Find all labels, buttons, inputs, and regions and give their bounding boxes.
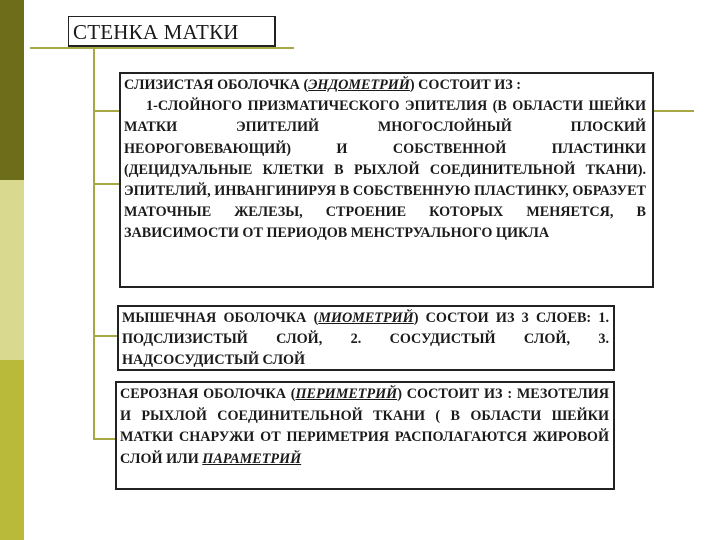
right-decorative-line [654, 110, 694, 112]
myometrium-block [117, 305, 615, 371]
tree-trunk-line [93, 47, 95, 440]
branch-line-1 [93, 110, 119, 112]
slide-title: СТЕНКА МАТКИ [68, 16, 276, 47]
bar-segment-light [0, 180, 24, 360]
endometrium-body: 1-СЛОЙНОГО ПРИЗМАТИЧЕСКОГО ЭПИТЕЛИЯ (В ОБЛАСТИ ШЕЙКИ МАТКИ ЭПИТЕЛИЙ МНОГОСЛОЙНЫЙ ПЛОСКИЙ НЕОРОГОВЕВАЮЩИЙ) И СОБСТВЕННОЙ ПЛАСТИНКИ (ДЕЦИДУАЛЬНЫЕ КЛЕТКИ В РЫХЛОЙ СОЕДИНИТЕЛЬНОЙ ТКАНИ). ЭПИТЕЛИЙ, ИНВАНГИНИРУЯ В СОБСТВЕННУЮ ПЛАСТИНКУ, ОБРАЗУЕТ МАТОЧНЫЕ ЖЕЛЕЗЫ, СТРОЕНИЕ КОТОРЫХ МЕНЯЕТСЯ, В ЗАВИСИМОСТИ ОТ ПЕРИОДОВ МЕНСТРУАЛЬНОГО ЦИКЛА [124, 98, 646, 242]
perimetrium-block [115, 381, 615, 490]
endometrium-block [119, 72, 654, 288]
perimetrium-middle: ) СОСТОИТ ИЗ : МЕЗОТЕЛИЯ И РЫХЛОЙ СОЕДИНИТЕЛЬНОЙ ТКАНИ ( В ОБЛАСТИ ШЕЙКИ МАТКИ СНАРУЖИ ОТ ПЕРИМЕТРИЯ РАСПОЛАГАЮТСЯ ЖИРОВОЙ СЛОЙ ИЛИ [120, 386, 609, 467]
bar-segment-dark [0, 0, 24, 180]
myometrium-term: МИОМЕТРИЙ [318, 310, 414, 326]
left-decorative-bar [0, 0, 24, 540]
branch-line-3 [93, 335, 117, 337]
endometrium-term: ЭНДОМЕТРИЙ [308, 77, 410, 93]
endometrium-prefix: СЛИЗИСТАЯ ОБОЛОЧКА ( [124, 77, 309, 93]
perimetrium-term: ПЕРИМЕТРИЙ [295, 386, 398, 402]
branch-line-2 [93, 183, 119, 185]
myometrium-prefix: МЫШЕЧНАЯ ОБОЛОЧКА ( [122, 310, 319, 326]
branch-line-4 [93, 438, 115, 440]
endometrium-suffix: ) СОСТОИТ ИЗ : [409, 77, 522, 93]
title-underline-connector [30, 47, 294, 49]
parametrium-term: ПАРАМЕТРИЙ [202, 450, 302, 467]
perimetrium-prefix: СЕРОЗНАЯ ОБОЛОЧКА ( [120, 386, 296, 402]
bar-segment-mid [0, 360, 24, 540]
myometrium-suffix: ) СОСТОИ ИЗ 3 СЛОЕВ: 1. ПОДСЛИЗИСТЫЙ СЛОЙ, 2. СОСУДИСТЫЙ СЛОЙ, 3. НАДСОСУДИСТЫЙ СЛОЙ [122, 310, 610, 368]
